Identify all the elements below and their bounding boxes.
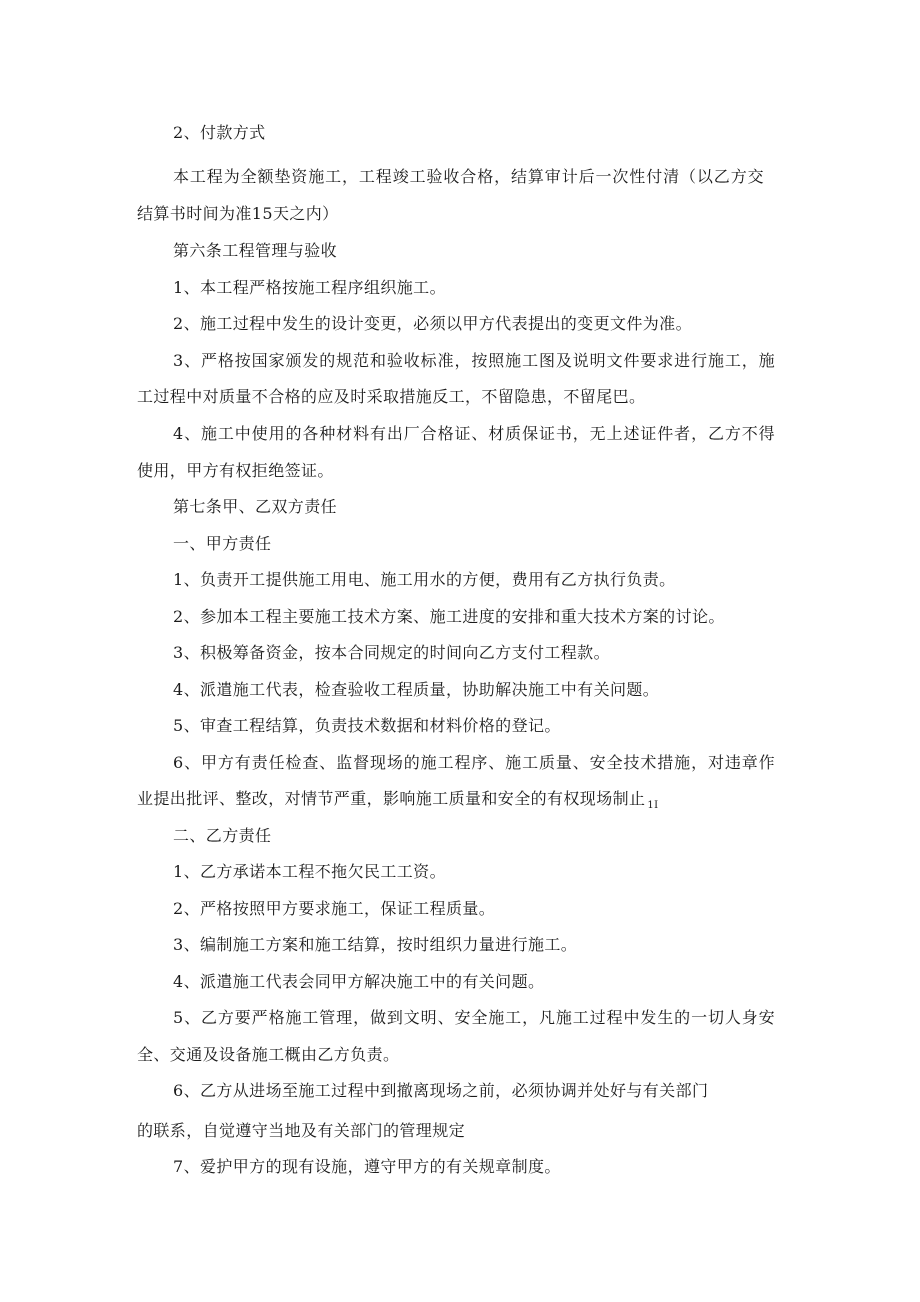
list-item: 3、严格按国家颁发的规范和验收标准，按照施工图及说明文件要求进行施工，施 — [173, 351, 776, 370]
stray-mark: 1I — [647, 800, 659, 811]
list-item: 6、甲方有责任检查、监督现场的施工程序、施工质量、安全技术措施，对违章作 — [173, 753, 776, 772]
list-item: 1、本工程严格按施工程序组织施工。 — [173, 278, 446, 297]
paragraph-line: 结算书时间为准15天之内） — [137, 204, 339, 223]
list-item: 2、施工过程中发生的设计变更，必须以甲方代表提出的变更文件为准。 — [173, 314, 692, 333]
article-heading-7: 第七条甲、乙双方责任 — [173, 497, 338, 516]
list-item: 2、参加本工程主要施工技术方案、施工进度的安排和重大技术方案的讨论。 — [173, 607, 725, 626]
list-item: 1、负责开工提供施工用电、施工用水的方便，费用有乙方执行负责。 — [173, 570, 676, 589]
list-item: 7、爱护甲方的现有设施，遵守甲方的有关规章制度。 — [173, 1157, 561, 1176]
list-item-continuation: 的联系，自觉遵守当地及有关部门的管理规定 — [137, 1121, 466, 1140]
article-heading-6: 第六条工程管理与验收 — [173, 241, 338, 260]
paragraph-line: 本工程为全额垫资施工，工程竣工验收合格，结算审计后一次性付清（以乙方交 — [173, 167, 765, 186]
list-item-continuation: 使用，甲方有权拒绝签证。 — [137, 461, 334, 480]
list-item: 6、乙方从进场至施工过程中到撤离现场之前，必须协调并处好与有关部门 — [173, 1081, 709, 1100]
list-item: 4、派遣施工代表，检查验收工程质量，协助解决施工中有关问题。 — [173, 680, 660, 699]
subsection-heading-party-a: 一、甲方责任 — [173, 534, 272, 553]
list-item: 2、严格按照甲方要求施工，保证工程质量。 — [173, 899, 496, 918]
list-item: 4、派遣施工代表会同甲方解决施工中的有关问题。 — [173, 972, 545, 991]
list-item-continuation: 全、交通及设备施工概由乙方负责。 — [137, 1045, 400, 1064]
list-item-continuation: 工过程中对质量不合格的应及时采取措施反工，不留隐患，不留尾巴。 — [137, 387, 646, 406]
list-item: 3、积极筹备资金，按本合同规定的时间向乙方支付工程款。 — [173, 643, 610, 662]
list-item: 1、乙方承诺本工程不拖欠民工工资。 — [173, 862, 446, 881]
list-item: 3、编制施工方案和施工结算，按时组织力量进行施工。 — [173, 935, 578, 954]
list-item: 5、乙方要严格施工管理，做到文明、安全施工，凡施工过程中发生的一切人身安 — [173, 1008, 776, 1027]
subsection-heading-party-b: 二、乙方责任 — [173, 826, 272, 845]
list-item: 4、施工中使用的各种材料有出厂合格证、材质保证书，无上述证件者，乙方不得 — [173, 424, 776, 443]
list-item: 5、审查工程结算，负责技术数据和材料价格的登记。 — [173, 716, 561, 735]
list-item-text: 业提出批评、整改，对情节严重，影响施工质量和安全的有权现场制止 — [137, 789, 646, 808]
section-heading-payment: 2、付款方式 — [173, 123, 266, 142]
list-item-continuation — [137, 788, 659, 813]
